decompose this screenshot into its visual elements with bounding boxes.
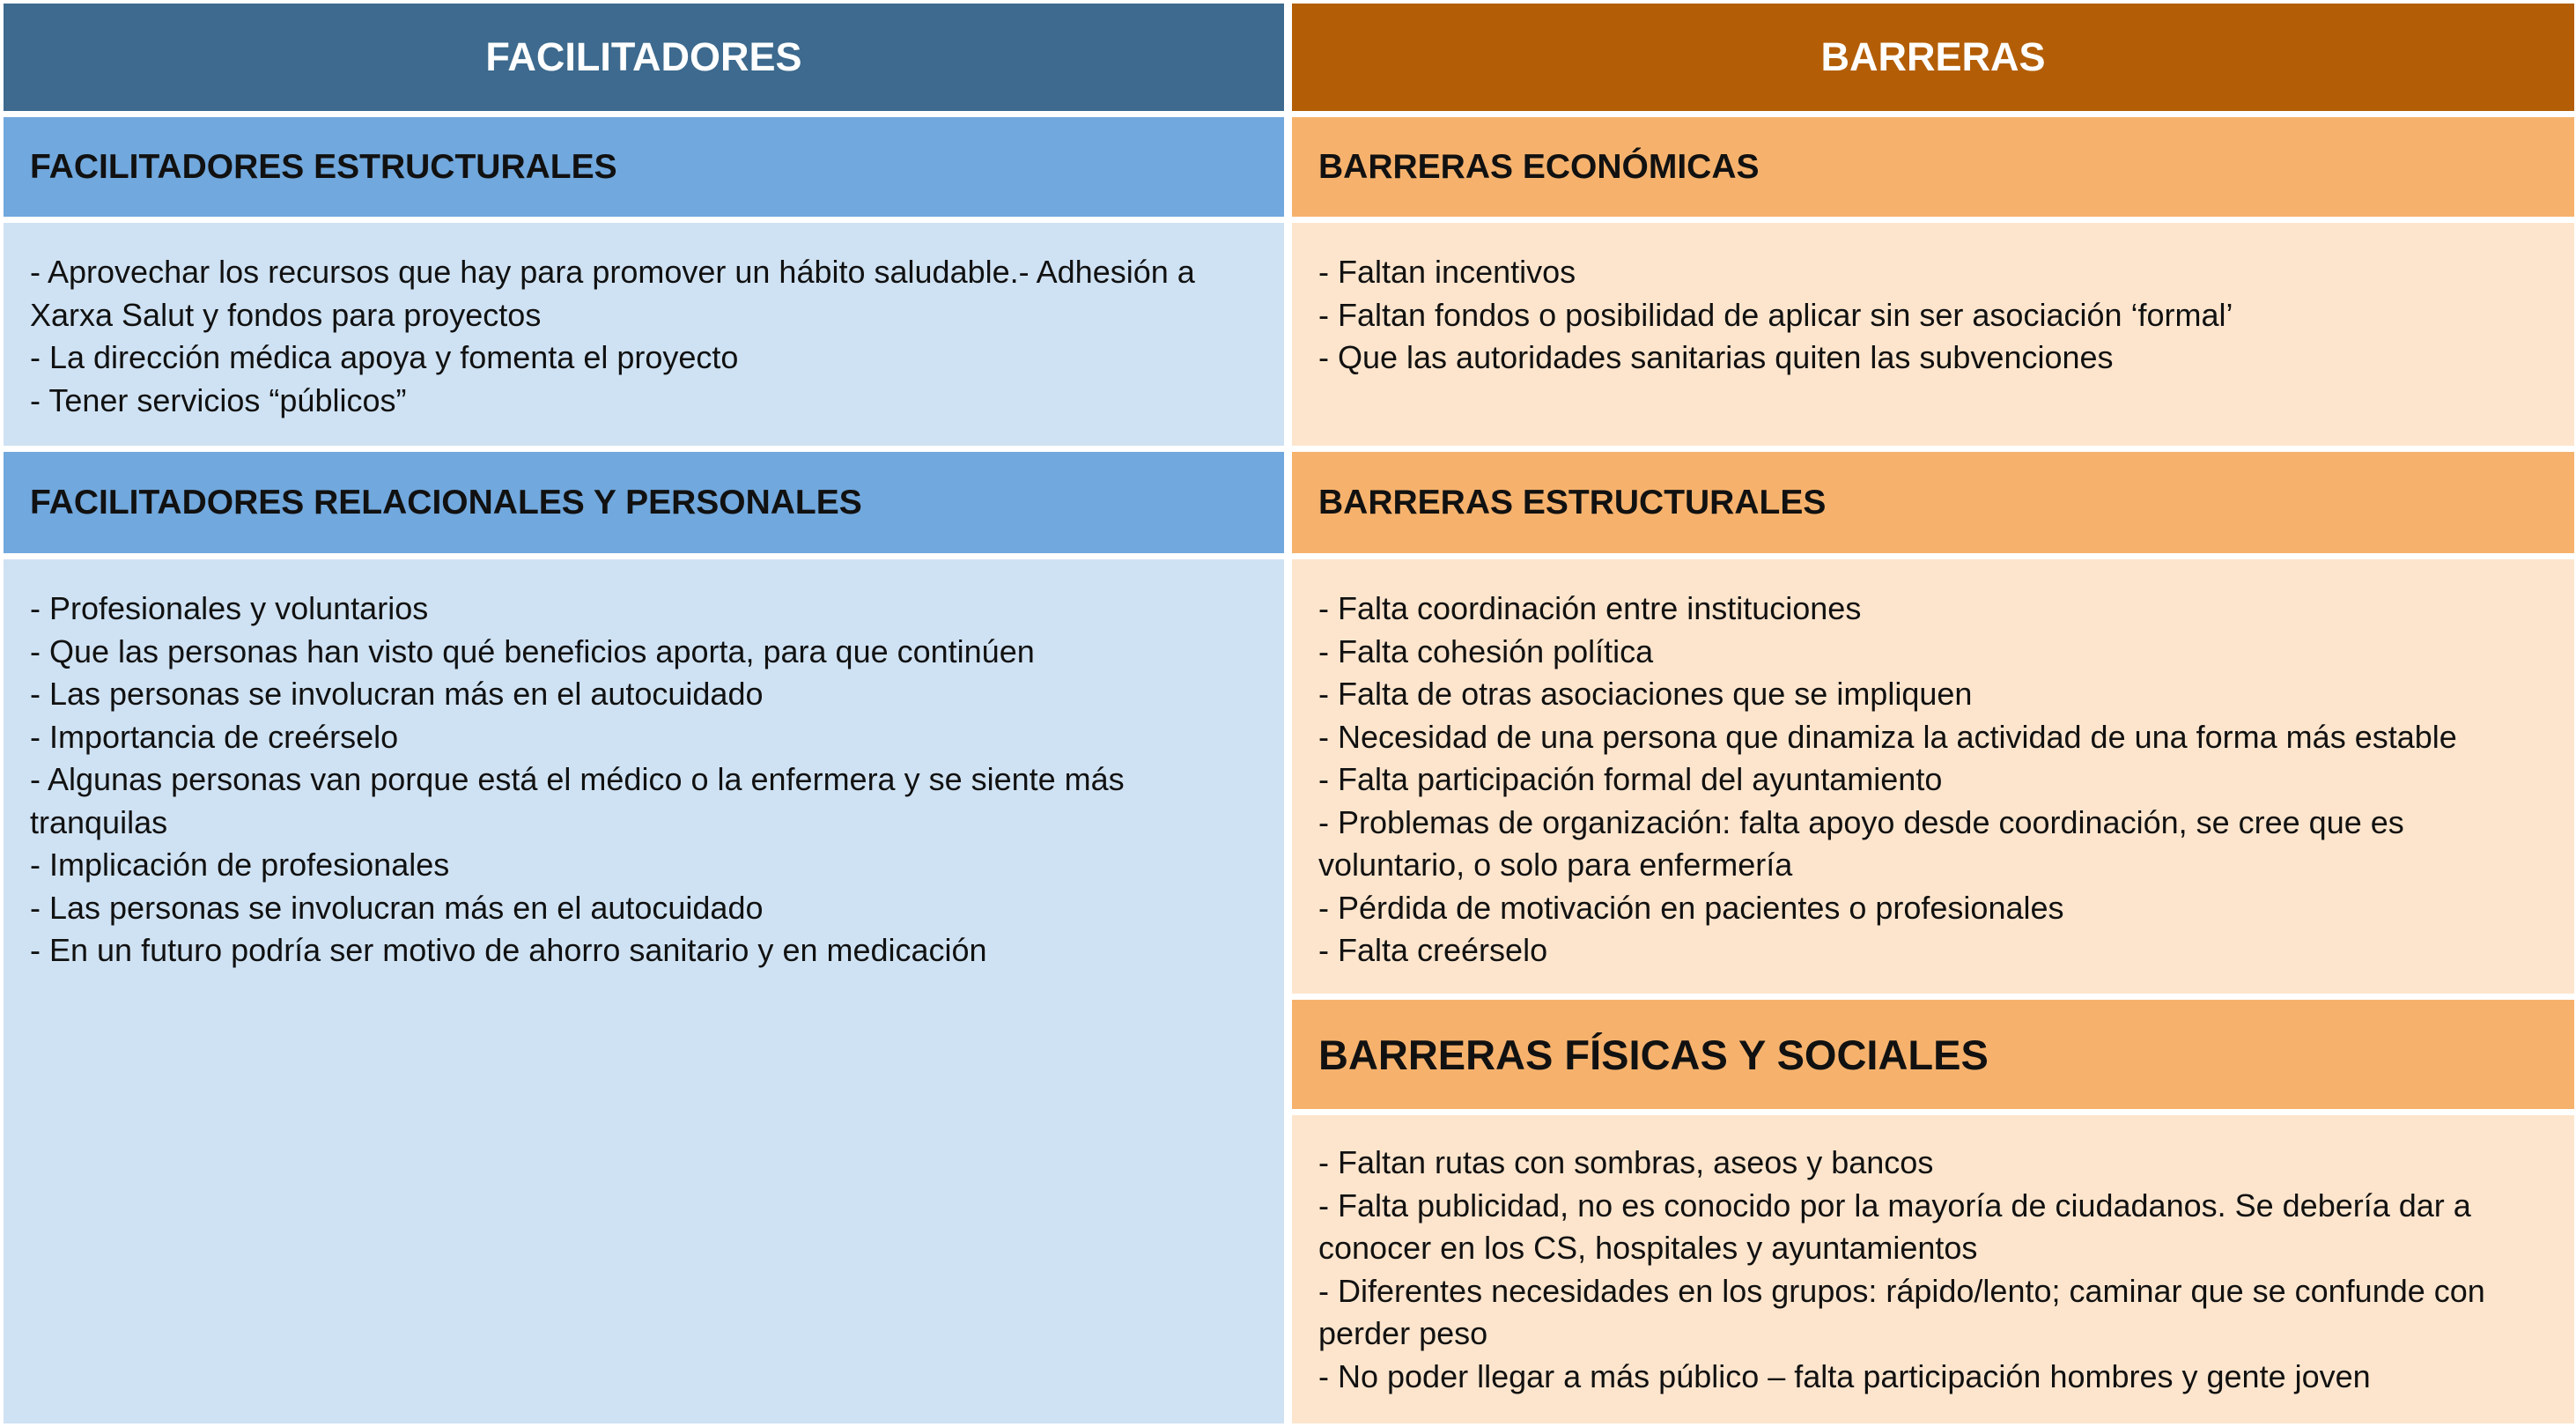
facilitadores-estructurales-header: FACILITADORES ESTRUCTURALES [4, 117, 1284, 217]
barreras-economicas-list [1292, 223, 2574, 446]
barreras-fisicas-header: BARRERAS FÍSICAS Y SOCIALES [1292, 1000, 2574, 1109]
barreras-header: BARRERAS [1292, 4, 2574, 111]
list-item: - Implicación de profesionales [30, 847, 450, 883]
list-item: - Pérdida de motivación en pacientes o profesionales [1318, 889, 2064, 926]
list-item: - Faltan fondos o posibilidad de aplicar sin ser asociación ‘formal’ [1318, 296, 2233, 333]
list-item: - Aprovechar los recursos que hay para promover un hábito saludable.- Adhesión a Xarxa Salut y fondos para proyectos [30, 254, 1195, 333]
list-item: - Algunas personas van porque está el médico o la enfermera y se siente más tranquilas [30, 761, 1125, 840]
list-item: - Las personas se involucran más en el autocuidado [30, 889, 764, 926]
list-item: - Las personas se involucran más en el autocuidado [30, 676, 764, 712]
facilitadores-estructurales-list [4, 223, 1284, 446]
list-item: - Falta cohesión política [1318, 632, 1654, 669]
list-item: - En un futuro podría ser motivo de ahorro sanitario y en medicación [30, 932, 987, 968]
list-item: - Profesionales y voluntarios [30, 590, 429, 626]
list-item: - Diferentes necesidades en los grupos: rápido/lento; caminar que se confunde con perder peso [1318, 1272, 2485, 1351]
barreras-fisicas-list [1292, 1115, 2574, 1423]
facilitadores-relacionales-list [4, 559, 1284, 1423]
list-item: - Falta participación formal del ayuntamiento [1318, 761, 1943, 797]
list-item: - Falta coordinación entre instituciones [1318, 590, 1862, 626]
list-item: - Importancia de creérselo [30, 718, 399, 755]
list-item: - No poder llegar a más público – falta participación hombres y gente joven [1318, 1357, 2371, 1394]
list-item: - La dirección médica apoya y fomenta el proyecto [30, 339, 739, 375]
list-item: - Problemas de organización: falta apoyo desde coordinación, se cree que es voluntario, o solo para enfermería [1318, 803, 2404, 883]
list-item: - Falta de otras asociaciones que se impliquen [1318, 676, 1973, 712]
barreras-estructurales-header: BARRERAS ESTRUCTURALES [1292, 452, 2574, 553]
barreras-estructurales-list [1292, 559, 2574, 994]
barreras-economicas-header: BARRERAS ECONÓMICAS [1292, 117, 2574, 217]
list-item: - Falta publicidad, no es conocido por la mayoría de ciudadanos. Se debería dar a conocer en los CS, hospitales y ayuntamientos [1318, 1187, 2471, 1266]
list-item: - Que las personas han visto qué beneficios aporta, para que continúen [30, 632, 1035, 669]
facilitadores-relacionales-header: FACILITADORES RELACIONALES Y PERSONALES [4, 452, 1284, 553]
list-item: - Que las autoridades sanitarias quiten las subvenciones [1318, 339, 2114, 375]
facilitadores-header: FACILITADORES [4, 4, 1284, 111]
list-item: - Faltan incentivos [1318, 254, 1576, 290]
list-item: - Necesidad de una persona que dinamiza la actividad de una forma más estable [1318, 718, 2457, 755]
list-item: - Falta creérselo [1318, 932, 1548, 968]
list-item: - Tener servicios “públicos” [30, 381, 407, 418]
list-item: - Faltan rutas con sombras, aseos y bancos [1318, 1144, 1934, 1180]
